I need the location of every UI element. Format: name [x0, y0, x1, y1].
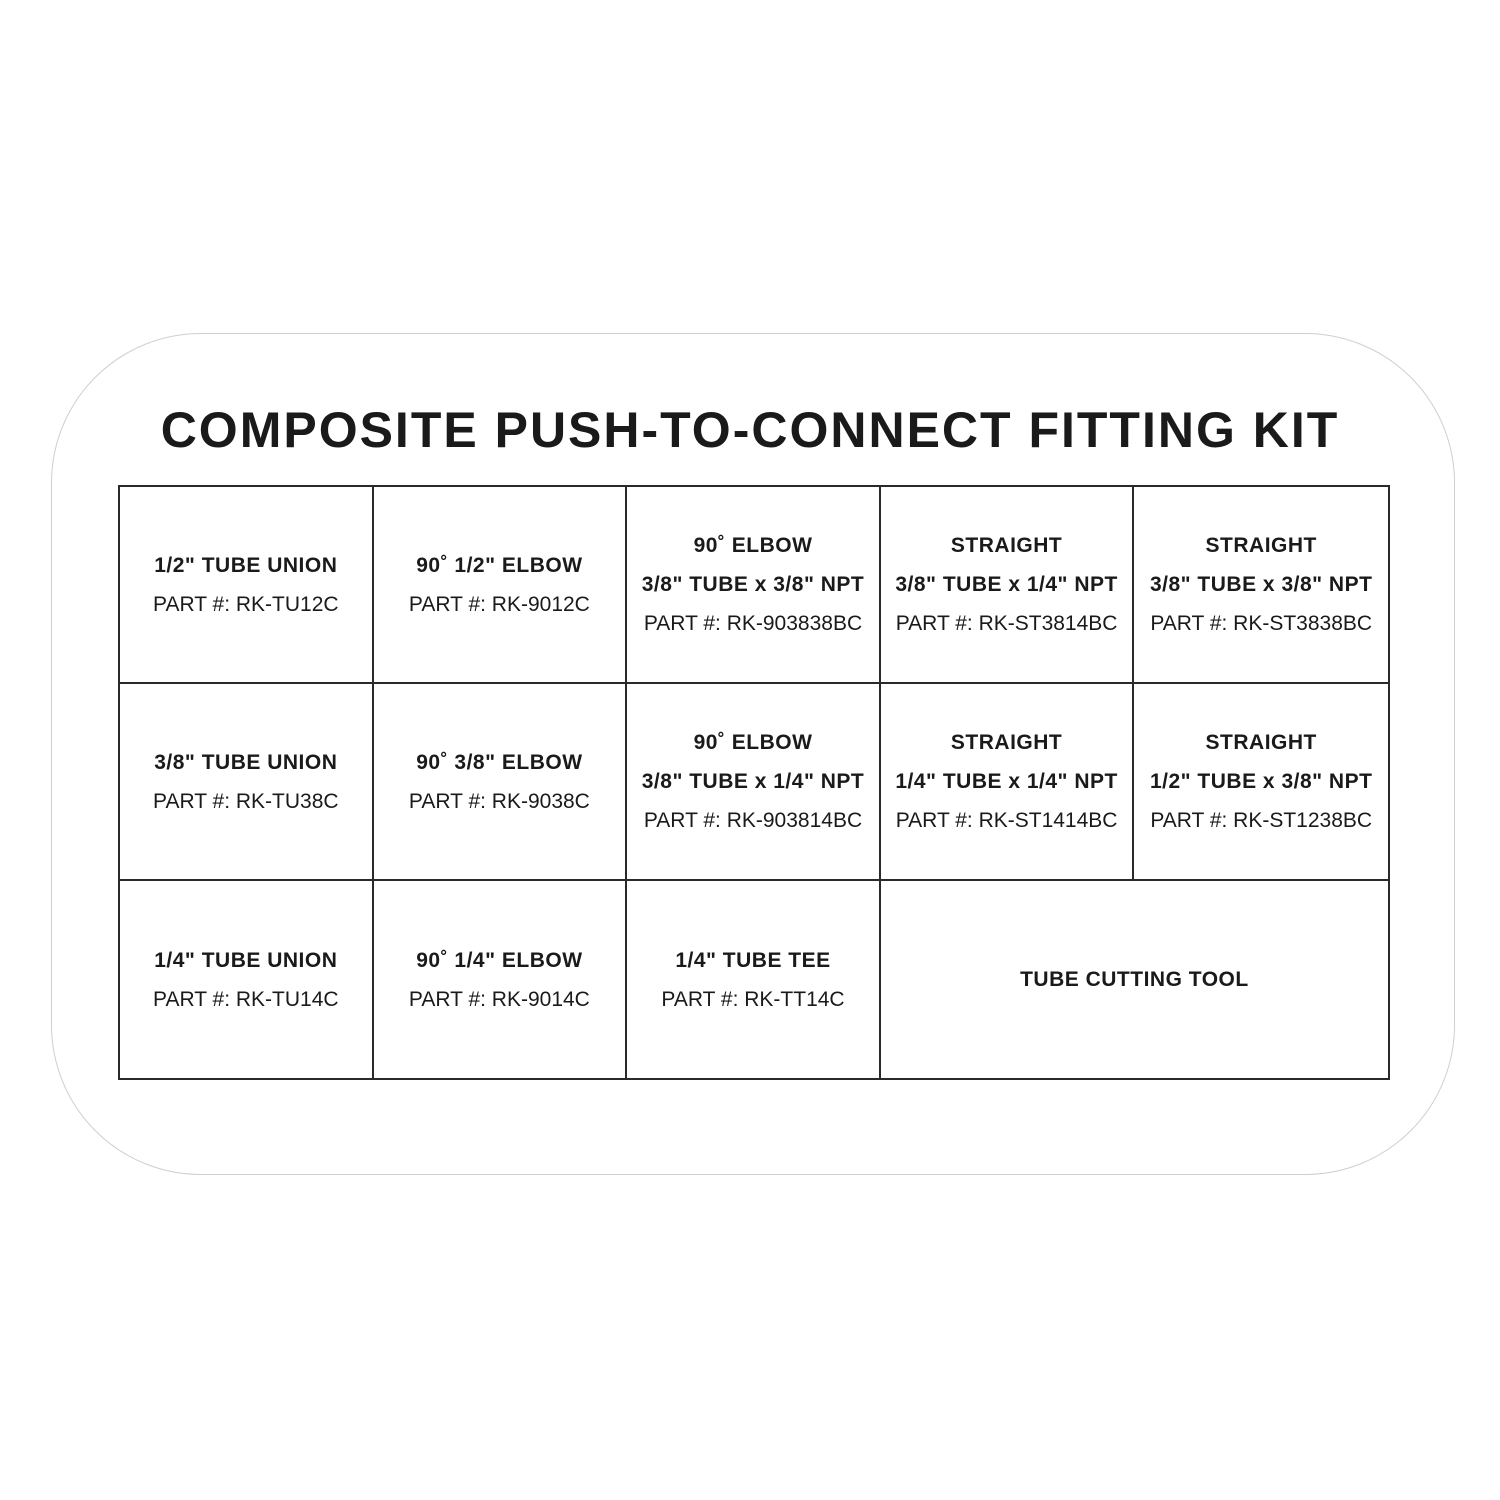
- part-number: PART #: RK-ST1414BC: [895, 809, 1118, 832]
- fitting-cell: [1134, 684, 1388, 881]
- part-number: PART #: RK-TU38C: [153, 789, 339, 813]
- part-number: PART #: RK-9012C: [408, 592, 590, 616]
- part-number: PART #: RK-ST3814BC: [895, 612, 1118, 635]
- part-number: PART #: RK-ST1238BC: [1150, 809, 1373, 832]
- fitting-name: STRAIGHT: [950, 731, 1063, 754]
- fitting-cell: [881, 487, 1135, 684]
- fitting-name: 90˚ 3/8" ELBOW: [416, 750, 583, 774]
- fitting-name: 1/4" TUBE x 1/4" NPT: [895, 770, 1118, 793]
- fitting-name: 3/8" TUBE UNION: [154, 750, 338, 774]
- fitting-name: 90˚ 1/2" ELBOW: [416, 553, 583, 577]
- part-number: PART #: RK-903814BC: [643, 809, 863, 832]
- fitting-name: 1/4" TUBE UNION: [154, 948, 338, 972]
- fitting-cell: [374, 684, 628, 881]
- kit-title: COMPOSITE PUSH-TO-CONNECT FITTING KIT: [160, 402, 1340, 458]
- fitting-name: 3/8" TUBE x 3/8" NPT: [1149, 573, 1373, 596]
- fitting-name: 3/8" TUBE x 1/4" NPT: [641, 770, 865, 793]
- fitting-cell: [627, 487, 881, 684]
- fitting-name: 1/2" TUBE x 3/8" NPT: [1149, 770, 1373, 793]
- part-number: PART #: RK-903838BC: [643, 612, 863, 635]
- part-number: PART #: RK-ST3838BC: [1150, 612, 1373, 635]
- fitting-cell: [627, 881, 881, 1078]
- fitting-cell: [374, 487, 628, 684]
- fitting-name: STRAIGHT: [950, 534, 1063, 557]
- part-number: PART #: RK-TU14C: [153, 987, 339, 1011]
- fitting-name: 1/2" TUBE UNION: [154, 553, 338, 577]
- fitting-cell: [120, 684, 374, 881]
- fitting-name: 90˚ ELBOW: [693, 731, 813, 754]
- fitting-cell: [120, 487, 374, 684]
- fitting-name: 3/8" TUBE x 1/4" NPT: [895, 573, 1118, 596]
- fitting-cell: [120, 881, 374, 1078]
- fitting-name: 3/8" TUBE x 3/8" NPT: [641, 573, 865, 596]
- fitting-cell: [374, 881, 628, 1078]
- part-number: PART #: RK-TU12C: [153, 592, 339, 616]
- fitting-cell: [627, 684, 881, 881]
- fitting-name: STRAIGHT: [1205, 731, 1317, 754]
- part-number: PART #: RK-9014C: [408, 987, 590, 1011]
- fitting-name: STRAIGHT: [1205, 534, 1317, 557]
- fittings-table: [118, 485, 1390, 1080]
- fitting-cell: [881, 881, 1388, 1078]
- part-number: PART #: RK-9038C: [408, 789, 590, 813]
- part-number: PART #: RK-TT14C: [661, 987, 845, 1011]
- fitting-name: 1/4" TUBE TEE: [675, 948, 831, 972]
- fitting-cell: [881, 684, 1135, 881]
- fitting-name: TUBE CUTTING TOOL: [1020, 968, 1249, 991]
- fitting-name: 90˚ 1/4" ELBOW: [416, 948, 583, 972]
- fitting-cell: [1134, 487, 1388, 684]
- fitting-name: 90˚ ELBOW: [693, 534, 813, 557]
